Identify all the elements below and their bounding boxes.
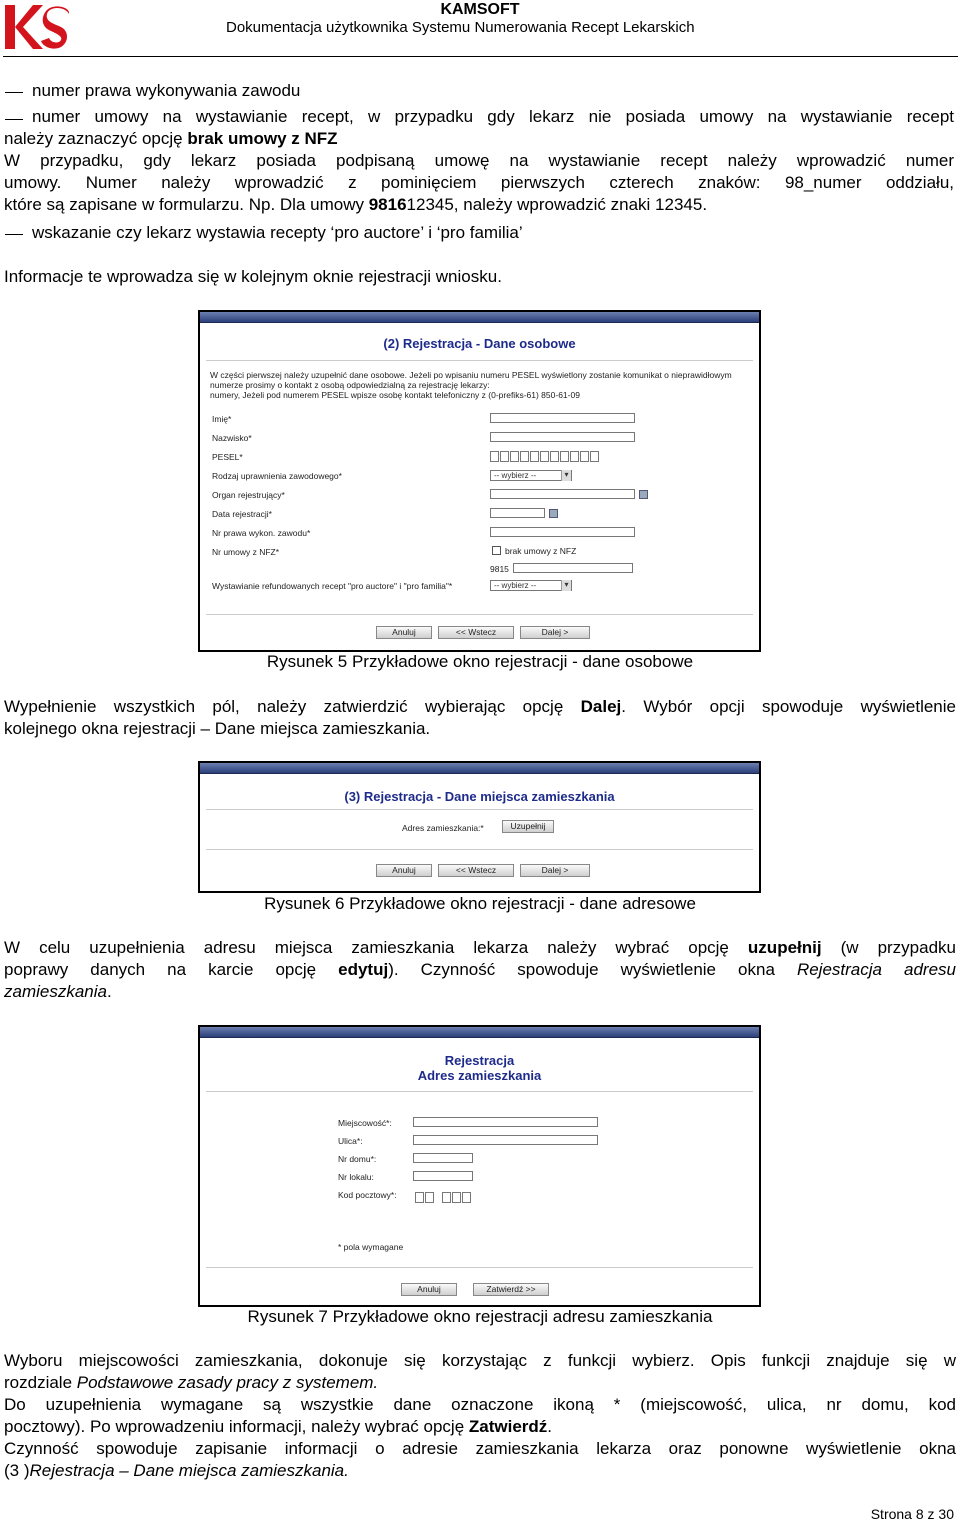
paragraph-line: W przypadku, gdy lekarz posiada podpisaną umowę na wystawianie recept należy wprowadzić numer — [4, 151, 954, 170]
document-title: Dokumentacja użytkownika Systemu Numerowania Recept Lekarskich — [226, 19, 695, 36]
calendar-icon[interactable] — [549, 509, 558, 518]
window-titlebar — [200, 312, 759, 323]
field-label: Rodzaj uprawnienia zawodowego* — [212, 471, 342, 481]
paragraph-line: Wypełnienie wszystkich pól, należy zatwierdzić wybierając opcję Dalej. Wybór opcji spowoduje wyświetlenie — [4, 697, 956, 716]
postal-code-input[interactable] — [415, 1192, 472, 1203]
field-label: Adres zamieszkania:* — [402, 823, 484, 833]
form-title: Rejestracja — [444, 1053, 515, 1068]
paragraph-line: rozdziale Podstawowe zasady pracy z systemem. — [4, 1373, 379, 1392]
pesel-input[interactable] — [490, 451, 600, 462]
paragraph-line: Czynność spowoduje zapisanie informacji o adresie zamieszkania lekarza oraz ponowne wyświetlenie okna — [4, 1439, 956, 1458]
confirm-button[interactable]: Zatwierdź >> — [473, 1283, 549, 1296]
form-title: (2) Rejestracja - Dane osobowe — [383, 336, 576, 351]
paragraph-line: pocztowy). Po wprowadzeniu informacji, należy wybrać opcję Zatwierdź. — [4, 1417, 553, 1436]
checkbox-label: brak umowy z NFZ — [505, 546, 577, 556]
required-note: * pola wymagane — [338, 1242, 404, 1252]
figure-caption: Rysunek 5 Przykładowe okno rejestracji - dane osobowe — [266, 652, 694, 671]
paragraph-line: W celu uzupełnienia adresu miejsca zamieszkania lekarza należy wybrać opcję uzupełnij (w przypadku — [4, 938, 957, 957]
paragraph-line: które są zapisane w formularzu. Np. Dla umowy 981612345, należy wprowadzić znaki 12345. — [4, 195, 708, 214]
field-label: Wystawianie refundowanych recept "pro auctore" i "pro familia"* — [212, 581, 453, 591]
paragraph-line: poprawy danych na karcie opcję edytuj). Czynność spowoduje wyświetlenie okna Rejestracja adresu — [4, 960, 956, 979]
nfz-prefix: 9815 — [490, 564, 509, 574]
field-label: Nr lokalu: — [338, 1172, 374, 1182]
pro-auctore-select[interactable]: -- wybierz -- ▾ — [490, 580, 572, 591]
figure-registration-address — [198, 761, 761, 893]
paragraph-line: (3 )Rejestracja – Dane miejsca zamieszkania. — [4, 1461, 349, 1480]
field-label: Organ rejestrujący* — [212, 490, 285, 500]
paragraph-line: Do uzupełnienia wymagane są wszystkie dane oznaczone ikoną * (miejscowość, ulica, nr domu, kod — [4, 1395, 956, 1414]
header-divider — [3, 56, 958, 57]
first-name-input[interactable] — [490, 413, 635, 423]
profession-select[interactable]: -- wybierz -- ▾ — [490, 470, 572, 481]
bullet-dash — [5, 234, 23, 235]
last-name-input[interactable] — [490, 432, 635, 442]
cancel-button[interactable]: Anuluj — [401, 1283, 457, 1296]
bullet-text: wskazanie czy lekarz wystawia recepty ‘pro auctore’ i ‘pro familia’ — [32, 223, 523, 242]
field-label: Nr umowy z NFZ* — [212, 547, 280, 557]
house-number-input[interactable] — [413, 1153, 473, 1163]
street-input[interactable] — [413, 1135, 598, 1145]
field-label: PESEL* — [212, 452, 243, 462]
next-button[interactable]: Dalej > — [520, 864, 590, 877]
paragraph-line: zamieszkania. — [4, 982, 112, 1001]
apartment-number-input[interactable] — [413, 1171, 473, 1181]
paragraph: Informacje te wprowadza się w kolejnym oknie rejestracji wniosku. — [4, 267, 502, 286]
registering-authority-input[interactable] — [490, 489, 635, 499]
form-info-text: numerze prosimy o kontakt z osobą odpowiedzialną za rejestrację lekarzy: — [210, 380, 490, 390]
field-label: Ulica*: — [338, 1136, 363, 1146]
field-label: Nr prawa wykon. zawodu* — [212, 528, 311, 538]
paragraph-line: Wyboru miejscowości zamieszkania, dokonuje się korzystając z funkcji wybierz. Opis funkcji znajduje się w — [4, 1351, 956, 1370]
back-button[interactable]: << Wstecz — [438, 626, 514, 639]
figure-registration-personal-data — [198, 310, 761, 652]
form-info-text: numery, Jeżeli pod numerem PESEL wpisze osobę kontakt telefoniczny z (0-prefiks-61) 850-61-09 — [210, 390, 580, 400]
bullet-text: numer umowy na wystawianie recept, w przypadku gdy lekarz nie posiada umowy na wystawianie recept — [32, 107, 954, 126]
next-button[interactable]: Dalej > — [520, 626, 590, 639]
field-label: Nazwisko* — [212, 433, 252, 443]
page-number: Strona 8 z 30 — [870, 1506, 954, 1522]
bullet-text: należy zaznaczyć opcję brak umowy z NFZ — [4, 129, 338, 148]
license-number-input[interactable] — [490, 527, 635, 537]
fill-address-button[interactable]: Uzupełnij — [502, 820, 554, 833]
figure-caption: Rysunek 7 Przykładowe okno rejestracji adresu zamieszkania — [247, 1307, 713, 1326]
nfz-contract-input[interactable] — [513, 563, 633, 573]
city-input[interactable] — [413, 1117, 598, 1127]
field-label: Kod pocztowy*: — [338, 1190, 397, 1200]
window-titlebar — [200, 1027, 759, 1038]
form-subtitle: Adres zamieszkania — [417, 1068, 542, 1083]
paragraph-line: kolejnego okna rejestracji – Dane miejsca zamieszkania. — [4, 719, 431, 738]
figure-address-registration — [198, 1025, 761, 1307]
no-nfz-contract-checkbox[interactable] — [492, 546, 501, 555]
form-title: (3) Rejestracja - Dane miejsca zamieszkania — [344, 789, 615, 804]
bullet-dash — [5, 92, 23, 93]
registration-date-input[interactable] — [490, 508, 545, 518]
company-name: KAMSOFT — [440, 1, 520, 18]
cancel-button[interactable]: Anuluj — [376, 864, 432, 877]
back-button[interactable]: << Wstecz — [438, 864, 514, 877]
lookup-icon[interactable] — [639, 490, 648, 499]
window-titlebar — [200, 763, 759, 774]
bullet-dash — [5, 119, 23, 120]
field-label: Data rejestracji* — [212, 509, 272, 519]
form-info-text: W części pierwszej należy uzupełnić dane osobowe. Jeżeli po wpisaniu numeru PESEL wyświetlony zostanie komunikat o nieprawidłowym — [210, 370, 732, 380]
field-label: Nr domu*: — [338, 1154, 377, 1164]
paragraph-line: umowy. Numer należy wprowadzić z pominięciem pierwszych czterech znaków: 98_numer oddziału, — [4, 173, 954, 192]
cancel-button[interactable]: Anuluj — [376, 626, 432, 639]
figure-caption: Rysunek 6 Przykładowe okno rejestracji - dane adresowe — [264, 894, 696, 913]
bullet-text: numer prawa wykonywania zawodu — [32, 81, 301, 100]
field-label: Miejscowość*: — [338, 1118, 392, 1128]
field-label: Imię* — [212, 414, 232, 424]
